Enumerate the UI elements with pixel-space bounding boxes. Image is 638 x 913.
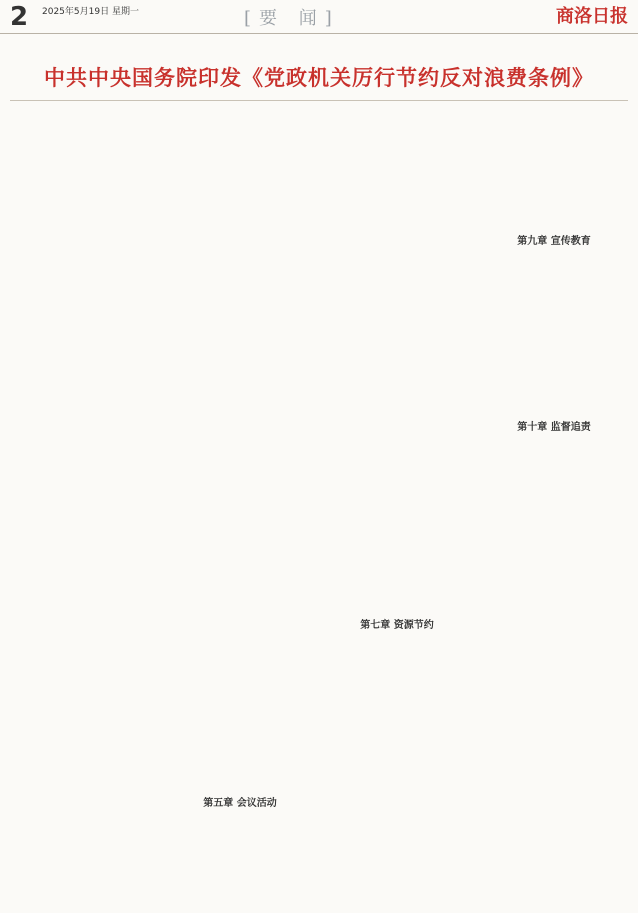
page-number: 2 (10, 2, 29, 32)
date-line: 2025年5月19日 星期一 (42, 7, 139, 17)
column-3 (324, 104, 470, 907)
chapter-heading-9: 第九章 宣传教育 (517, 236, 591, 247)
chapter-heading-10: 第十章 监督追责 (517, 422, 591, 433)
section-label: [要 闻] (244, 8, 340, 29)
masthead (0, 0, 638, 34)
paper-name: 商洛日报 (556, 6, 628, 27)
column-2 (167, 104, 313, 907)
chapter-heading-5: 第五章 会议活动 (203, 798, 277, 809)
chapter-heading-7: 第七章 资源节约 (360, 620, 434, 631)
headline: 中共中央国务院印发《党政机关厉行节约反对浪费条例》 (44, 66, 594, 90)
column-4 (481, 104, 627, 907)
article-columns (10, 104, 628, 907)
column-1 (10, 104, 156, 907)
headline-divider (10, 100, 628, 101)
